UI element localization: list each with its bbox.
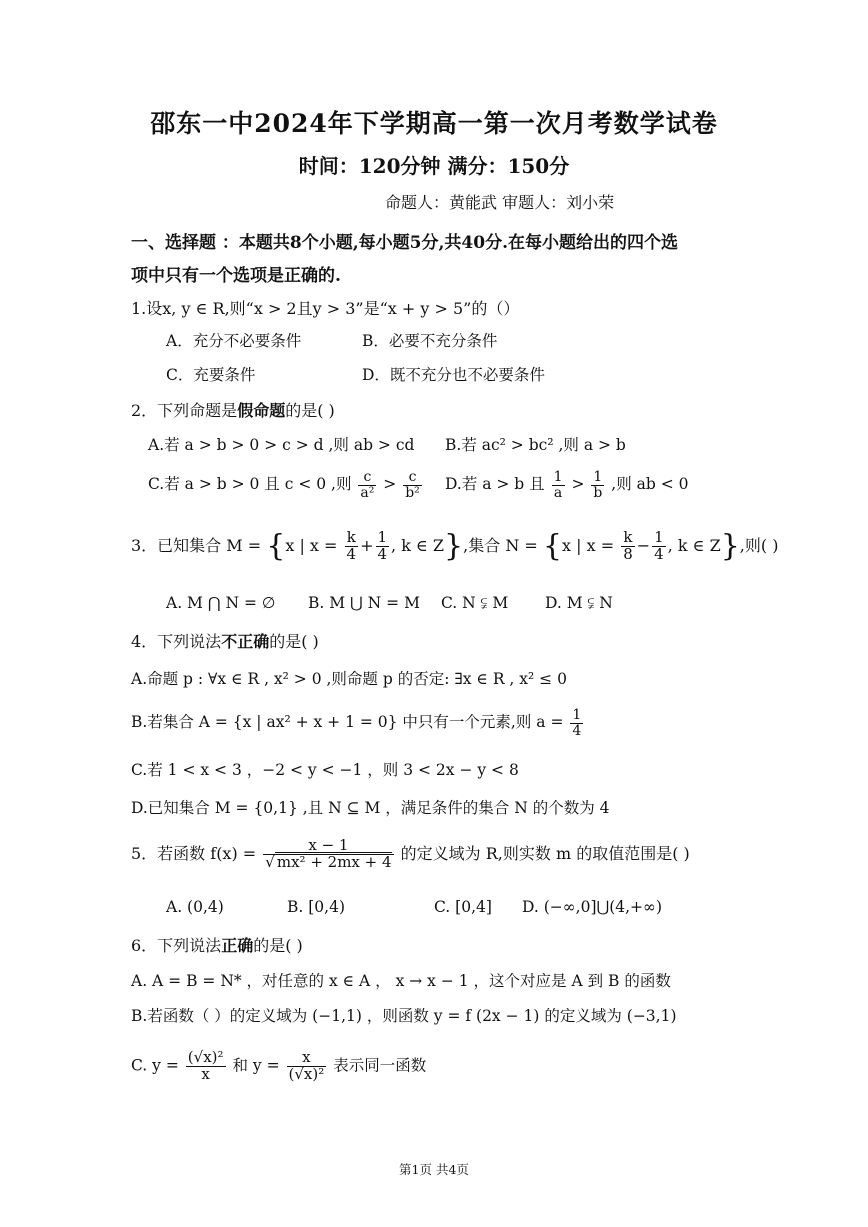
question-3-set-builder-n: x | x = bbox=[562, 535, 615, 555]
question-6-option-a: A. A = B = N* ，对任意的 x ∈ A ， x → x − 1 ，这个对应是 A 到 B 的函数 bbox=[131, 972, 671, 990]
right-brace: } bbox=[720, 528, 740, 564]
question-2-stem-prefix: 2．下列命题是 bbox=[131, 401, 238, 420]
exam-authors: 命题人：黄能武 审题人：刘小荣 bbox=[385, 193, 615, 212]
question-2-stem-bold: 假命题 bbox=[237, 401, 286, 420]
fraction-denominator: 4 bbox=[654, 544, 664, 563]
section-heading-line1: 一、选择题 ：本题共8个小题,每小题5分,共40分.在每小题给出的四个选 bbox=[131, 233, 678, 253]
question-6-stem-suffix: 的是( ) bbox=[253, 936, 303, 955]
question-1-option-b: B．必要不充分条件 bbox=[362, 332, 498, 350]
question-5-option-a: A. (0,4) bbox=[166, 898, 224, 916]
question-2-option-c: C.若 a > b > 0 且 c < 0 ,则 $\frac{c}{\text{a²}}$ > $\frac{c}{\text{b²}}$ bbox=[148, 469, 420, 501]
fraction-denominator: 8 bbox=[623, 544, 633, 563]
sqrt-radicand: mx² + 2mx + 4 bbox=[276, 852, 392, 871]
question-5-option-c: C. [0,4] bbox=[434, 898, 492, 916]
fraction-1-over-4 bbox=[570, 708, 583, 738]
fraction-numerator: k bbox=[621, 530, 635, 547]
question-3-option-c: C. N ⫋ M bbox=[441, 594, 509, 612]
question-2-option-d-text: D.若 a > b 且 bbox=[445, 475, 545, 494]
question-4-option-c: C.若 1 < x < 3 ，−2 < y < −1 ，则 3 < 2x − y < 8 bbox=[131, 761, 519, 779]
question-4-option-b-text: B.若集合 A = {x | ax² + x + 1 = 0} 中只有一个元素,则 a = bbox=[131, 713, 564, 732]
minus-sign: − bbox=[636, 535, 651, 555]
question-2-option-d: D.若 a > b 且 $\frac{1}{a}$ > $\frac{1}{b}$ ,则 ab < 0 bbox=[445, 469, 689, 501]
question-5-stem-prefix: 5．若函数 f(x) = bbox=[131, 843, 257, 863]
page-title: 邵东一中2024年下学期高一第一次月考数学试卷 bbox=[150, 109, 718, 138]
fraction-numerator: x − 1 bbox=[263, 838, 393, 855]
question-2-option-d-tail: ,则 ab < 0 bbox=[611, 475, 689, 494]
question-3-option-a: A. M ⋂ N = ∅ bbox=[166, 594, 276, 612]
question-4-stem-prefix: 4．下列说法 bbox=[131, 632, 222, 651]
fraction-sqrtx2-over-x bbox=[186, 1050, 226, 1083]
fraction-denominator: 4 bbox=[377, 544, 388, 563]
fraction-numerator: c bbox=[403, 470, 422, 486]
fraction-1-over-b bbox=[591, 470, 604, 500]
section-heading-line2: 项中只有一个选项是正确的. bbox=[131, 266, 341, 286]
question-2-option-c-text: C.若 a > b > 0 且 c < 0 ,则 bbox=[148, 475, 352, 494]
fraction-function-f bbox=[263, 838, 393, 871]
question-2-stem bbox=[131, 398, 335, 421]
question-2-option-a: A.若 a > b > 0 > c > d ,则 ab > cd bbox=[148, 436, 415, 454]
question-4-option-a: A.命题 p : ∀x ∈ R , x² > 0 ,则命题 p 的否定: ∃x ∈ R , x² ≤ 0 bbox=[131, 670, 567, 688]
fraction-c-over-a2 bbox=[358, 470, 376, 500]
fraction-numerator: 1 bbox=[377, 528, 388, 546]
question-5-option-d: D. (−∞,0]⋃(4,+∞) bbox=[522, 898, 663, 916]
question-4-stem bbox=[131, 629, 319, 652]
question-3-condition-n: , k ∈ Z bbox=[667, 535, 721, 555]
question-1-stem: 1.设x, y ∈ R,则“x > 2且y > 3”是“x + y > 5”的（） bbox=[131, 299, 520, 318]
question-3-option-d: D. M ⫋ N bbox=[545, 594, 613, 612]
question-6-option-b: B.若函数（ ）的定义域为 (−1,1) ，则函数 y = f (2x − 1) 的定义域为 (−3,1) bbox=[131, 1007, 677, 1025]
fraction-x-over-sqrtx2 bbox=[287, 1050, 327, 1083]
fraction-denominator: √ mx² + 2mx + 4 bbox=[265, 852, 392, 871]
fraction-numerator: x bbox=[287, 1050, 327, 1067]
fraction-k-over-4 bbox=[345, 530, 359, 563]
left-brace: { bbox=[542, 528, 562, 564]
question-3-stem bbox=[131, 530, 778, 563]
fraction-1-over-a bbox=[552, 470, 565, 500]
question-6-option-c-and: 和 y = bbox=[232, 1056, 280, 1075]
left-brace: { bbox=[266, 528, 286, 564]
question-6-stem-bold: 正确 bbox=[221, 936, 254, 955]
fraction-numerator: k bbox=[345, 530, 359, 547]
question-3-part-e: ,集合 N = bbox=[463, 535, 538, 555]
fraction-k-over-8 bbox=[621, 530, 635, 563]
fraction-denominator: a bbox=[553, 484, 563, 501]
question-6-stem bbox=[131, 933, 303, 956]
fraction-numerator: 1 bbox=[572, 707, 582, 723]
fraction-denominator: a² bbox=[360, 484, 375, 501]
question-4-option-b bbox=[131, 708, 585, 738]
fraction-denominator: x bbox=[201, 1064, 210, 1083]
fraction-1-over-4 bbox=[652, 530, 666, 563]
question-5-option-b: B. [0,4) bbox=[287, 898, 345, 916]
exam-subtitle: 时间：120分钟 满分：150分 bbox=[298, 154, 570, 178]
fraction-denominator: 4 bbox=[346, 544, 357, 563]
question-6-option-c bbox=[131, 1050, 426, 1083]
question-4-option-d: D.已知集合 M = {0,1} ,且 N ⊆ M ，满足条件的集合 N 的个数为 4 bbox=[131, 799, 610, 817]
fraction-1-over-4 bbox=[376, 530, 390, 563]
fraction-numerator: 1 bbox=[591, 470, 604, 486]
question-1-option-c: C．充要条件 bbox=[166, 366, 256, 384]
fraction-c-over-b2 bbox=[403, 470, 422, 500]
fraction-denominator: b² bbox=[405, 484, 420, 501]
question-3-set-builder-m: x | x = bbox=[285, 535, 338, 555]
question-4-stem-bold: 不正确 bbox=[221, 632, 270, 651]
question-2-option-b: B.若 ac² > bc² ,则 a > b bbox=[445, 436, 626, 454]
question-2-stem-suffix: 的是( ) bbox=[285, 401, 335, 420]
question-4-stem-suffix: 的是( ) bbox=[269, 632, 319, 651]
question-1-option-a: A．充分不必要条件 bbox=[166, 332, 302, 350]
fraction-numerator: (√x)² bbox=[187, 1048, 224, 1066]
fraction-numerator: 1 bbox=[553, 469, 563, 485]
fraction-numerator: c bbox=[358, 470, 376, 486]
plus-sign: + bbox=[360, 535, 374, 555]
question-1-option-d: D．既不充分也不必要条件 bbox=[362, 366, 545, 384]
page-footer: 第1页 共4页 bbox=[399, 1162, 469, 1177]
question-5-stem-suffix: 的定义域为 R,则实数 m 的取值范围是( ) bbox=[400, 843, 690, 863]
fraction-numerator: 1 bbox=[654, 528, 664, 546]
question-3-option-b: B. M ⋃ N = M bbox=[308, 594, 420, 612]
fraction-denominator: b bbox=[593, 484, 603, 501]
question-3-part-a: 3．已知集合 M = bbox=[131, 535, 262, 555]
fraction-denominator: (√x)² bbox=[288, 1064, 325, 1083]
question-3-part-g: ,则( ) bbox=[739, 535, 779, 555]
question-3-condition-m: , k ∈ Z bbox=[391, 535, 445, 555]
right-brace: } bbox=[444, 528, 464, 564]
question-6-stem-prefix: 6．下列说法 bbox=[131, 936, 222, 955]
question-6-option-c-text: C. y = bbox=[131, 1056, 179, 1075]
fraction-denominator: 4 bbox=[572, 722, 582, 739]
question-5-stem bbox=[131, 838, 690, 871]
question-6-option-c-tail: 表示同一函数 bbox=[333, 1056, 427, 1075]
